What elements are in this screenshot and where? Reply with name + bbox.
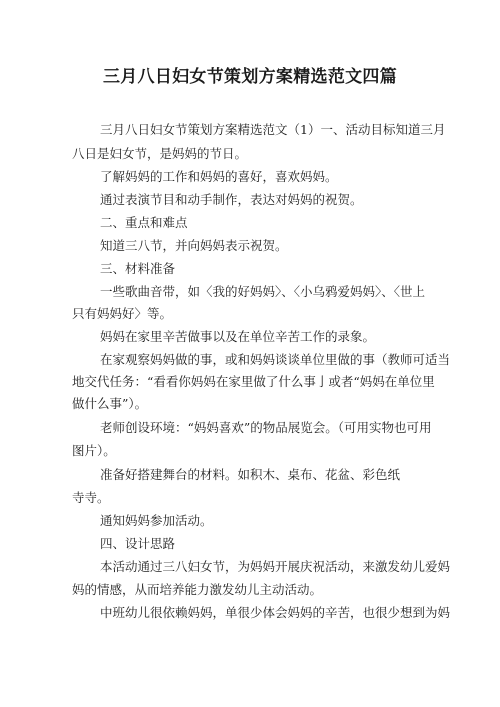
section-heading-design: 四、设计思路	[100, 536, 176, 551]
text-line-11: 在家观察妈妈做的事，或和妈妈谈谈单位里做的事（教师可适当	[100, 352, 451, 367]
text-line-2: 八日是妇女节，是妈妈的节日。	[72, 146, 248, 161]
section-heading-materials: 三、材料准备	[100, 261, 176, 276]
text-line-4: 通过表演节目和动手制作，表达对妈妈的祝贺。	[100, 192, 363, 207]
text-line-20: 本活动通过三八妇女节，为妈妈开展庆祝活动，来激发幼儿爱妈	[100, 559, 451, 574]
text-line-15: 图片）。	[72, 443, 116, 458]
text-line-3: 了解妈妈的工作和妈妈的喜好，喜欢妈妈。	[100, 169, 338, 184]
text-line-9: 只有妈妈好〉等。	[72, 306, 173, 321]
text-line-17: 寺寺。	[72, 490, 110, 505]
text-line-14: 老师创设环境：“妈妈喜欢”的物品展览会。（可用实物也可用	[100, 420, 432, 435]
text-line-12: 地交代任务：“看看你妈妈在家里做了什么事亅或者“妈妈在单位里	[72, 374, 435, 389]
section-heading-key-points: 二、重点和难点	[100, 215, 188, 230]
text-line-13: 做什么事”）。	[72, 396, 148, 411]
text-line-18: 通知妈妈参加活动。	[100, 513, 213, 528]
text-line-10: 妈妈在家里辛苦做事以及在单位辛苦工作的录象。	[100, 329, 376, 344]
text-line-8: 一些歌曲音带，如〈我的好妈妈〉、〈小乌鸦爱妈妈〉、〈世上	[100, 284, 426, 299]
document-title: 三月八日妇女节策划方案精选范文四篇	[102, 67, 398, 87]
text-line-1: 三月八日妇女节策划方案精选范文（1）一、活动目标知道三月	[100, 122, 446, 137]
text-line-22: 中班幼儿很依赖妈妈，单很少体会妈妈的辛苦，也很少想到为妈	[100, 605, 451, 620]
text-line-16: 准备好搭建舞台的材料。如积木、桌布、花盆、彩色纸	[100, 467, 401, 482]
text-line-21: 妈的情感，从而培养能力激发幼儿主动活动。	[72, 582, 323, 597]
text-line-6: 知道三八节，并向妈妈表示祝贺。	[100, 238, 288, 253]
